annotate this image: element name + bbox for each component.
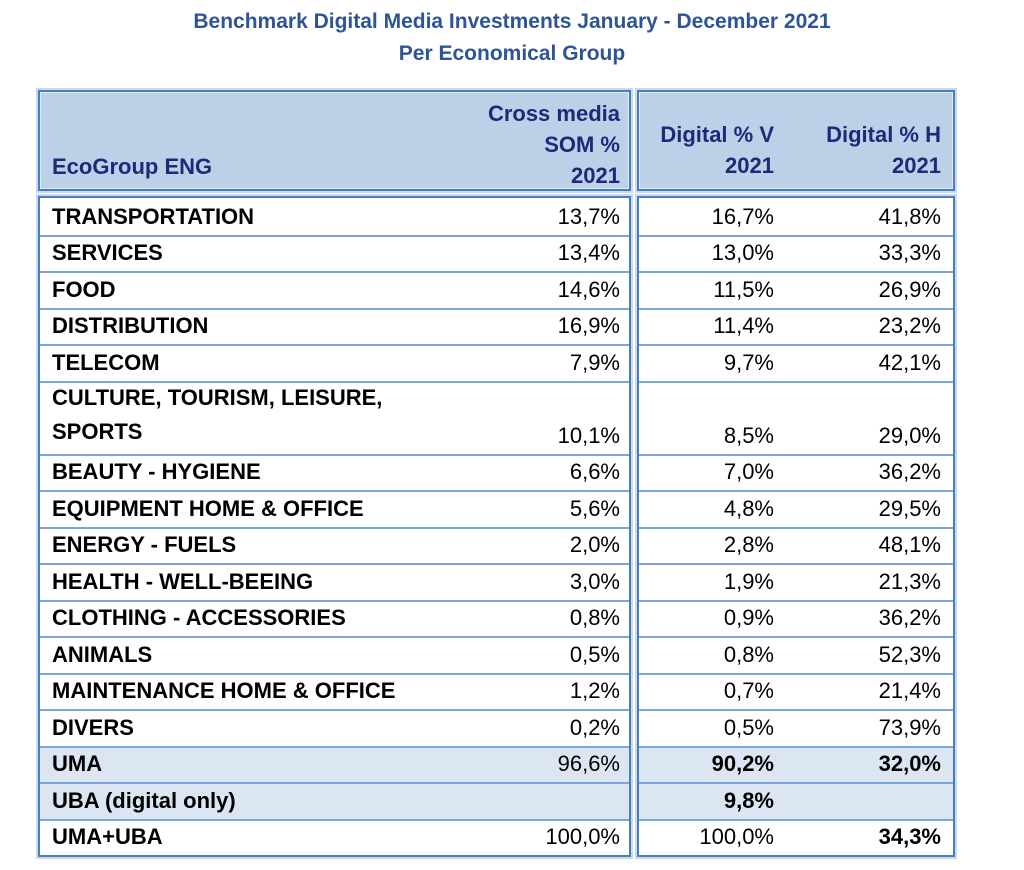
benchmark-table xyxy=(38,90,955,857)
row-label: TELECOM xyxy=(52,349,160,375)
table-section-right xyxy=(637,90,955,857)
row-label: ENERGY - FUELS xyxy=(52,532,237,557)
column-header-line: 2021 xyxy=(725,153,774,178)
table-row xyxy=(639,271,953,308)
digital-v-value: 11,4% xyxy=(713,313,774,338)
digital-v-value: 16,7% xyxy=(711,203,774,229)
digital-h-value: 42,1% xyxy=(878,349,941,375)
cross-media-value: 13,4% xyxy=(557,240,620,265)
digital-v-value: 90,2% xyxy=(711,751,774,776)
row-label: DISTRIBUTION xyxy=(52,313,209,338)
cross-media-value: 2,0% xyxy=(569,532,620,557)
row-label-line: SPORTS xyxy=(52,418,143,444)
table-row xyxy=(40,235,629,272)
table-row xyxy=(40,490,629,527)
digital-h-value: 52,3% xyxy=(878,641,941,667)
column-header-digital-h xyxy=(784,119,953,189)
column-header-line: 2021 xyxy=(571,163,620,188)
digital-v-value: 0,9% xyxy=(723,605,774,630)
table-row xyxy=(639,636,953,673)
column-header-line: 2021 xyxy=(892,153,941,178)
table-row xyxy=(639,527,953,564)
table-row xyxy=(40,308,629,345)
table-row xyxy=(40,454,629,491)
table-row xyxy=(639,819,953,856)
digital-h-value: 23,2% xyxy=(878,313,941,338)
table-row xyxy=(639,782,953,819)
cross-media-value: 3,0% xyxy=(569,568,620,594)
digital-h-value: 73,9% xyxy=(878,714,941,740)
digital-v-value: 0,8% xyxy=(723,641,774,667)
digital-h-value: 21,3% xyxy=(878,568,941,594)
table-header-right xyxy=(637,90,955,191)
column-header-line: Digital % H xyxy=(826,122,941,147)
table-row xyxy=(40,600,629,637)
cross-media-value: 6,6% xyxy=(569,459,620,484)
digital-v-value: 2,8% xyxy=(723,532,774,557)
row-label xyxy=(40,381,496,449)
row-label: SERVICES xyxy=(52,240,163,265)
cross-media-value: 96,6% xyxy=(557,751,620,776)
digital-v-value: 9,7% xyxy=(723,349,774,375)
cross-media-value: 7,9% xyxy=(569,349,620,375)
row-label: UMA xyxy=(52,751,103,776)
row-label: HEALTH - WELL-BEEING xyxy=(52,568,314,594)
digital-h-value: 34,3% xyxy=(878,824,941,849)
table-row xyxy=(40,381,629,454)
cross-media-value: 100,0% xyxy=(545,824,620,849)
digital-v-value: 11,5% xyxy=(713,276,774,302)
digital-v-value: 1,9% xyxy=(723,568,774,594)
digital-h-value: 33,3% xyxy=(878,240,941,265)
table-row xyxy=(639,381,953,454)
digital-v-value: 0,7% xyxy=(723,678,774,703)
table-row xyxy=(639,198,953,235)
digital-h-value: 32,0% xyxy=(878,751,941,776)
table-row xyxy=(40,819,629,856)
digital-v-value: 13,0% xyxy=(711,240,774,265)
cross-media-value: 14,6% xyxy=(557,276,620,302)
table-header-left xyxy=(38,90,631,191)
table-row xyxy=(639,308,953,345)
cross-media-value: 13,7% xyxy=(557,203,620,229)
digital-v-value: 7,0% xyxy=(723,459,774,484)
cross-media-value: 10,1% xyxy=(557,422,620,448)
column-header-digital-v xyxy=(639,119,784,189)
row-label: CLOTHING - ACCESSORIES xyxy=(52,605,346,630)
cross-media-value: 0,5% xyxy=(569,641,620,667)
row-label: MAINTENANCE HOME & OFFICE xyxy=(52,678,396,703)
digital-h-value: 26,9% xyxy=(878,276,941,302)
table-row xyxy=(639,563,953,600)
table-row xyxy=(40,709,629,746)
row-label: BEAUTY - HYGIENE xyxy=(52,459,261,484)
digital-h-value: 36,2% xyxy=(878,459,941,484)
cross-media-value: 1,2% xyxy=(569,678,620,703)
column-header-line: Digital % V xyxy=(660,122,774,147)
digital-v-value: 4,8% xyxy=(723,495,774,521)
title-line-1: Benchmark Digital Media Investments January - December 2021 xyxy=(193,10,831,33)
column-header-cross-media xyxy=(488,92,629,189)
digital-h-value: 29,5% xyxy=(878,495,941,521)
table-row xyxy=(639,235,953,272)
left-body xyxy=(38,196,631,857)
table-row xyxy=(639,344,953,381)
cross-media-value: 5,6% xyxy=(569,495,620,521)
page-title xyxy=(0,0,1024,70)
row-label: FOOD xyxy=(52,276,116,302)
row-label-line: CULTURE, TOURISM, LEISURE, xyxy=(52,384,383,410)
table-row xyxy=(40,636,629,673)
row-label: TRANSPORTATION xyxy=(52,203,255,229)
cross-media-value: 0,2% xyxy=(569,714,620,740)
row-label: DIVERS xyxy=(52,714,134,740)
digital-h-value: 41,8% xyxy=(878,203,941,229)
digital-v-value: 0,5% xyxy=(723,714,774,740)
row-label: UBA (digital only) xyxy=(52,787,236,813)
table-row xyxy=(639,709,953,746)
table-row xyxy=(40,746,629,783)
table-row xyxy=(639,454,953,491)
digital-h-value: 29,0% xyxy=(878,422,941,448)
table-section-left xyxy=(38,90,631,857)
digital-h-value: 48,1% xyxy=(878,532,941,557)
right-body xyxy=(637,196,955,857)
row-label: UMA+UBA xyxy=(52,824,163,849)
table-row xyxy=(639,490,953,527)
row-label: ANIMALS xyxy=(52,641,153,667)
digital-h-value: 36,2% xyxy=(878,605,941,630)
table-row xyxy=(40,673,629,710)
table-row xyxy=(40,782,629,819)
digital-v-value: 9,8% xyxy=(723,787,774,813)
digital-v-value: 8,5% xyxy=(723,422,774,448)
table-row xyxy=(639,673,953,710)
table-row xyxy=(40,198,629,235)
table-row xyxy=(639,746,953,783)
column-header-line: SOM % xyxy=(544,132,620,157)
table-row xyxy=(40,344,629,381)
digital-v-value: 100,0% xyxy=(699,824,774,849)
digital-h-value: 21,4% xyxy=(878,678,941,703)
column-header-ecogroup: EcoGroup ENG xyxy=(52,154,213,179)
table-row xyxy=(40,563,629,600)
column-header-line: Cross media xyxy=(487,101,620,126)
table-row xyxy=(40,271,629,308)
cross-media-value: 0,8% xyxy=(569,605,620,630)
table-row xyxy=(639,600,953,637)
row-label: EQUIPMENT HOME & OFFICE xyxy=(52,495,364,521)
cross-media-value: 16,9% xyxy=(557,313,620,338)
title-line-2: Per Economical Group xyxy=(398,42,626,65)
table-row xyxy=(40,527,629,564)
